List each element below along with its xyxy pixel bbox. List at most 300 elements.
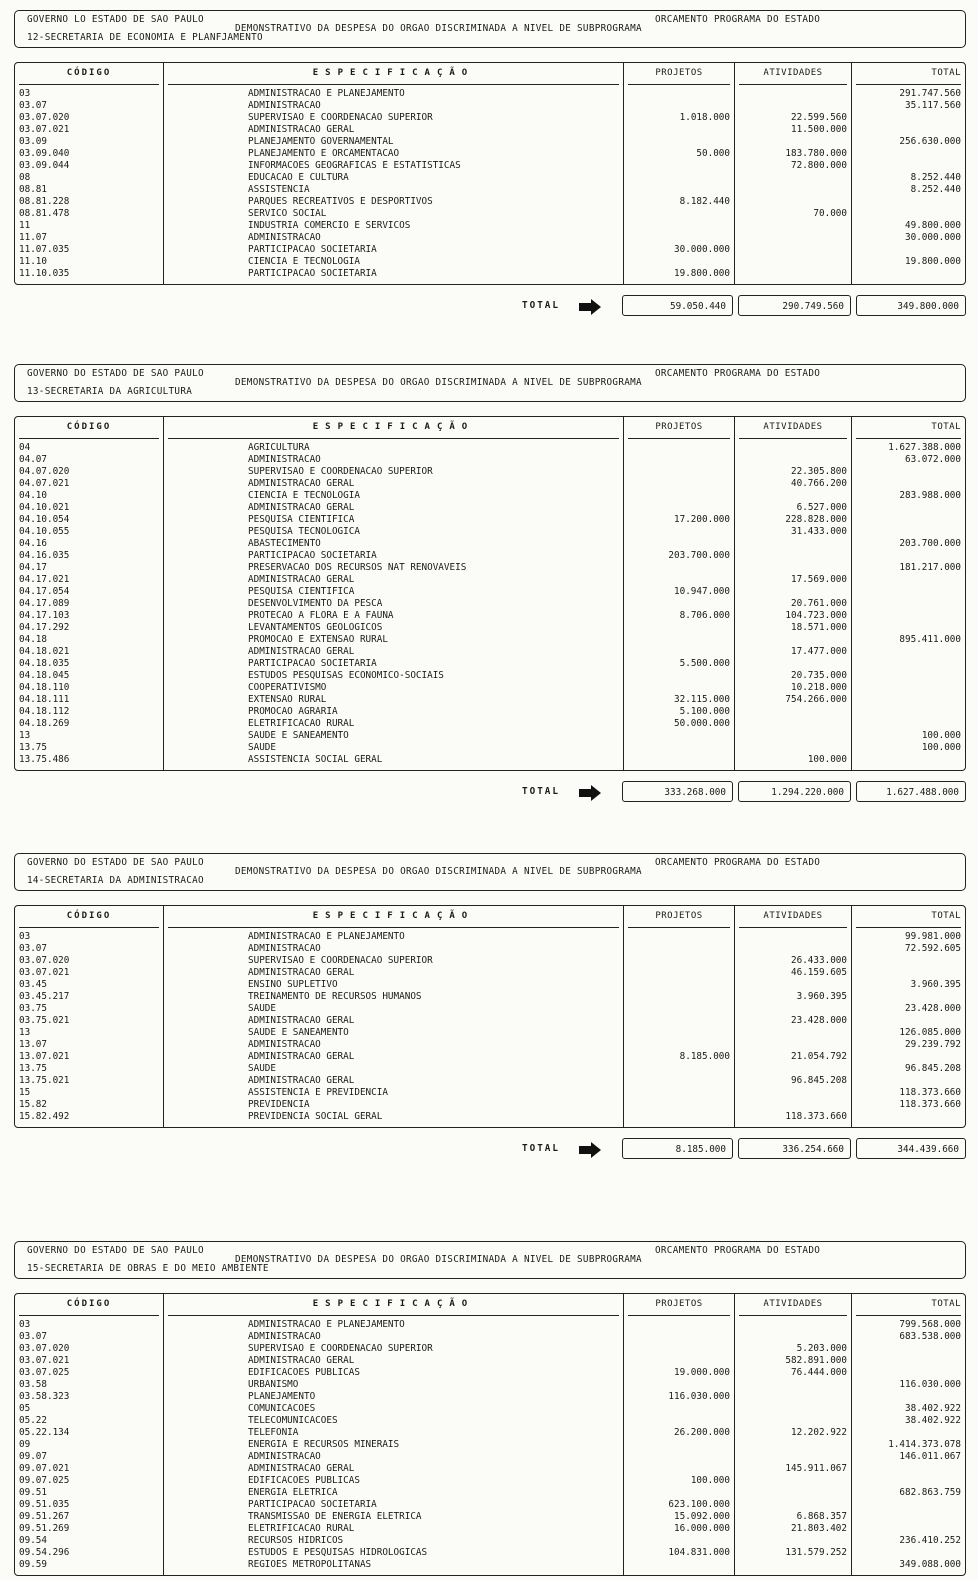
table-cell: 63.072.000: [905, 454, 961, 465]
column-body: [856, 928, 961, 1127]
table-cell: [628, 502, 730, 514]
column-header-atividades: ATIVIDADES: [739, 417, 847, 439]
table-cell: COMUNICACOES: [248, 1403, 316, 1414]
table-cell: PESQUISA CIENTIFICA: [248, 586, 355, 597]
table-cell: [628, 931, 730, 943]
table-cell: ASSISTENCIA SOCIAL GERAL: [248, 754, 383, 765]
table-cell: ADMINISTRACAO E PLANEJAMENTO: [248, 88, 405, 99]
table-cell: 6.527.000: [796, 502, 847, 513]
budget-program-title: ORCAMENTO PROGRAMA DO ESTADO: [655, 368, 821, 379]
table-cell: [739, 586, 847, 598]
total-value: 8.185.000: [622, 1138, 733, 1159]
secretariat-name: 15-SECRETARIA DE OBRAS E DO MEIO AMBIENTE: [27, 1263, 269, 1274]
table-cell: [628, 1099, 730, 1111]
table-cell: SAUDE: [248, 1063, 276, 1074]
table-cell: 03: [19, 931, 31, 942]
secretariat-name: 13-SECRETARIA DA AGRICULTURA: [27, 386, 193, 397]
table-cell: 116.030.000: [899, 1379, 961, 1390]
table-cell: ADMINISTRACAO GERAL: [248, 1051, 355, 1062]
table-column-projetos: [623, 906, 734, 1127]
table-cell: 04.10.054: [19, 514, 70, 525]
table-cell: [856, 754, 961, 766]
table-cell: PROMOCAO E EXTENSAO RURAL: [248, 634, 388, 645]
table-cell: 03.75.021: [19, 1015, 70, 1026]
table-cell: [628, 490, 730, 502]
table-cell: ADMINISTRACAO GERAL: [248, 478, 355, 489]
column-body: [19, 85, 159, 284]
report-description: DEMONSTRATIVO DA DESPESA DO ORGAO DISCRIMINADA A NIVEL DE SUBPROGRAMA: [235, 23, 642, 34]
table-column-atividades: [734, 417, 851, 770]
table-cell: [739, 442, 847, 454]
table-cell: [628, 634, 730, 646]
table-cell: PROMOCAO AGRARIA: [248, 706, 338, 717]
table-cell: [739, 562, 847, 574]
table-cell: [739, 100, 847, 112]
table-cell: ASSISTENCIA E PREVIDENCIA: [248, 1087, 388, 1098]
table-cell: [628, 1075, 730, 1087]
table-cell: ADMINISTRACAO: [248, 1039, 321, 1050]
table-cell: [628, 1415, 730, 1427]
table-cell: 13: [19, 730, 31, 741]
table-cell: 11.10.035: [19, 268, 70, 279]
table-cell: 104.831.000: [668, 1547, 730, 1558]
table-cell: ADMINISTRACAO GERAL: [248, 1075, 355, 1086]
table-cell: 08.81: [19, 184, 47, 195]
table-cell: 04.17.054: [19, 586, 70, 597]
table-cell: 13.07.021: [19, 1051, 70, 1062]
budget-program-title: ORCAMENTO PROGRAMA DO ESTADO: [655, 857, 821, 868]
table-cell: [739, 1331, 847, 1343]
table-cell: 19.000.000: [674, 1367, 730, 1378]
table-cell: TELECOMUNICACOES: [248, 1415, 338, 1426]
table-cell: [856, 670, 961, 682]
table-cell: 03.07.021: [19, 967, 70, 978]
table-cell: [856, 1051, 961, 1063]
table-cell: 08: [19, 172, 31, 183]
table-cell: [856, 1475, 961, 1487]
table-cell: 70.000: [813, 208, 847, 219]
table-cell: [856, 718, 961, 730]
table-cell: 6.868.357: [796, 1511, 847, 1522]
table-cell: 256.630.000: [899, 136, 961, 147]
budget-table: [14, 1293, 966, 1576]
table-cell: AGRICULTURA: [248, 442, 310, 453]
table-cell: 03.75: [19, 1003, 47, 1014]
table-cell: PREVIDENCIA SOCIAL GERAL: [248, 1111, 383, 1122]
table-cell: [856, 502, 961, 514]
table-cell: 23.428.000: [791, 1015, 847, 1026]
table-cell: [628, 1087, 730, 1099]
report-description: DEMONSTRATIVO DA DESPESA DO ORGAO DISCRIMINADA A NIVEL DE SUBPROGRAMA: [235, 1254, 642, 1265]
table-cell: [856, 244, 961, 256]
table-cell: [628, 124, 730, 136]
table-cell: [628, 1027, 730, 1039]
table-cell: [739, 88, 847, 100]
table-cell: [856, 1463, 961, 1475]
table-cell: [856, 1367, 961, 1379]
table-cell: [628, 1343, 730, 1355]
table-cell: 203.700.000: [899, 538, 961, 549]
total-row: [14, 781, 966, 803]
table-cell: [628, 562, 730, 574]
table-cell: [628, 208, 730, 220]
table-cell: 04.18.035: [19, 658, 70, 669]
table-cell: [856, 160, 961, 172]
table-cell: [628, 730, 730, 742]
table-cell: 116.030.000: [668, 1391, 730, 1402]
table-cell: [739, 931, 847, 943]
table-column-especificacao: [163, 417, 623, 770]
total-value: 59.050.440: [622, 295, 733, 316]
table-cell: CIENCIA E TECNOLOGIA: [248, 256, 360, 267]
column-body: [739, 928, 847, 1127]
table-cell: 05.22.134: [19, 1427, 70, 1438]
table-cell: 04.10.021: [19, 502, 70, 513]
table-cell: EDIFICACOES PUBLICAS: [248, 1367, 360, 1378]
column-header-codigo: CÓDIGO: [19, 906, 159, 928]
table-cell: [739, 172, 847, 184]
table-cell: 181.217.000: [899, 562, 961, 573]
table-cell: SAUDE E SANEAMENTO: [248, 730, 349, 741]
table-cell: [856, 1075, 961, 1087]
table-cell: 04.17.021: [19, 574, 70, 585]
table-cell: 09.51.035: [19, 1499, 70, 1510]
table-cell: [739, 1003, 847, 1015]
table-cell: 09.51.269: [19, 1523, 70, 1534]
column-header-total: TOTAL: [856, 1294, 961, 1316]
table-cell: [856, 706, 961, 718]
table-cell: [628, 991, 730, 1003]
table-cell: [628, 184, 730, 196]
table-cell: [628, 1355, 730, 1367]
table-cell: ADMINISTRACAO GERAL: [248, 646, 355, 657]
table-cell: 16.000.000: [674, 1523, 730, 1534]
table-column-projetos: [623, 1294, 734, 1575]
table-cell: [628, 598, 730, 610]
table-cell: 08.81.478: [19, 208, 70, 219]
column-header-projetos: PROJETOS: [628, 906, 730, 928]
table-cell: 05: [19, 1403, 31, 1414]
budget-section-12: [14, 10, 966, 317]
table-cell: ELETRIFICACAO RURAL: [248, 1523, 355, 1534]
table-cell: [739, 730, 847, 742]
table-cell: 72.800.000: [791, 160, 847, 171]
table-cell: 15: [19, 1087, 31, 1098]
column-body: [168, 439, 619, 770]
table-cell: [628, 538, 730, 550]
table-cell: 04.18.045: [19, 670, 70, 681]
table-cell: 04.10: [19, 490, 47, 501]
table-cell: [856, 550, 961, 562]
table-cell: 30.000.000: [905, 232, 961, 243]
table-cell: ELETRIFICACAO RURAL: [248, 718, 355, 729]
table-cell: [628, 574, 730, 586]
table-cell: 04: [19, 442, 31, 453]
table-cell: 118.373.660: [899, 1087, 961, 1098]
report-description: DEMONSTRATIVO DA DESPESA DO ORGAO DISCRIMINADA A NIVEL DE SUBPROGRAMA: [235, 866, 642, 877]
table-cell: [739, 1087, 847, 1099]
table-cell: 50.000: [696, 148, 730, 159]
table-cell: 22.305.800: [791, 466, 847, 477]
report-description: DEMONSTRATIVO DA DESPESA DO ORGAO DISCRIMINADA A NIVEL DE SUBPROGRAMA: [235, 377, 642, 388]
table-cell: [856, 268, 961, 280]
table-cell: [628, 742, 730, 754]
table-cell: ENERGIA ELETRICA: [248, 1487, 338, 1498]
table-cell: 04.07.021: [19, 478, 70, 489]
table-cell: [628, 1535, 730, 1547]
table-cell: [628, 466, 730, 478]
table-cell: 100.000: [807, 754, 847, 765]
table-cell: 09.51.267: [19, 1511, 70, 1522]
table-cell: [856, 610, 961, 622]
table-cell: SERVICO SOCIAL: [248, 208, 327, 219]
table-cell: 04.18.112: [19, 706, 70, 717]
table-cell: [628, 1111, 730, 1123]
table-cell: [856, 1499, 961, 1511]
table-cell: 19.800.000: [674, 268, 730, 279]
total-value: 336.254.660: [738, 1138, 851, 1159]
budget-section-13: [14, 364, 966, 803]
table-cell: [628, 622, 730, 634]
table-cell: ADMINISTRACAO: [248, 1331, 321, 1342]
table-cell: 32.115.000: [674, 694, 730, 705]
table-cell: [628, 454, 730, 466]
table-cell: REGIOES METROPOLITANAS: [248, 1559, 372, 1570]
table-cell: 03.07: [19, 1331, 47, 1342]
table-cell: ADMINISTRACAO GERAL: [248, 1463, 355, 1474]
table-cell: [856, 1015, 961, 1027]
total-value: 344.439.660: [856, 1138, 966, 1159]
table-cell: PARTICIPACAO SOCIETARIA: [248, 244, 377, 255]
table-cell: PLANEJAMENTO E ORCAMENTACAO: [248, 148, 400, 159]
table-cell: 13.75.486: [19, 754, 70, 765]
table-cell: [739, 244, 847, 256]
table-cell: EDUCACAO E CULTURA: [248, 172, 349, 183]
table-cell: [856, 622, 961, 634]
column-body: [168, 1316, 619, 1575]
budget-section-15: [14, 1241, 966, 1576]
table-cell: [739, 943, 847, 955]
table-cell: 03.45.217: [19, 991, 70, 1002]
table-cell: [739, 1499, 847, 1511]
table-cell: [739, 1391, 847, 1403]
table-cell: ADMINISTRACAO GERAL: [248, 502, 355, 513]
table-cell: ASSISTENCIA: [248, 184, 310, 195]
table-cell: [628, 256, 730, 268]
table-cell: [739, 1403, 847, 1415]
table-cell: ADMINISTRACAO GERAL: [248, 967, 355, 978]
table-cell: 17.569.000: [791, 574, 847, 585]
table-column-atividades: [734, 1294, 851, 1575]
table-cell: 03.45: [19, 979, 47, 990]
table-cell: ENSINO SUPLETIVO: [248, 979, 338, 990]
table-cell: [628, 955, 730, 967]
table-cell: 1.627.388.000: [888, 442, 961, 453]
table-cell: [856, 196, 961, 208]
table-cell: 04.16: [19, 538, 47, 549]
table-cell: [739, 1027, 847, 1039]
table-cell: 04.18.110: [19, 682, 70, 693]
total-label: TOTAL: [522, 786, 560, 797]
budget-section-14: [14, 853, 966, 1160]
table-cell: ADMINISTRACAO: [248, 943, 321, 954]
table-cell: [628, 1063, 730, 1075]
table-cell: 22.599.560: [791, 112, 847, 123]
table-cell: TREINAMENTO DE RECURSOS HUMANOS: [248, 991, 422, 1002]
table-cell: [856, 478, 961, 490]
table-cell: ADMINISTRACAO GERAL: [248, 1355, 355, 1366]
table-cell: [856, 1511, 961, 1523]
table-cell: SAUDE: [248, 1003, 276, 1014]
column-header-especificacao: ESPECIFICAÇÃO: [168, 63, 619, 85]
table-cell: 13: [19, 1027, 31, 1038]
table-cell: 11.07.035: [19, 244, 70, 255]
table-cell: 18.571.000: [791, 622, 847, 633]
table-cell: 20.761.000: [791, 598, 847, 609]
table-cell: 11.10: [19, 256, 47, 267]
table-cell: 10.218.000: [791, 682, 847, 693]
table-cell: 13.07: [19, 1039, 47, 1050]
table-cell: 13.75.021: [19, 1075, 70, 1086]
table-cell: [739, 490, 847, 502]
table-cell: ENERGIA E RECURSOS MINERAIS: [248, 1439, 400, 1450]
table-cell: 23.428.000: [905, 1003, 961, 1014]
table-cell: 203.700.000: [668, 550, 730, 561]
table-cell: [856, 1355, 961, 1367]
secretariat-name: 14-SECRETARIA DA ADMINISTRACAO: [27, 875, 204, 886]
table-cell: ESTUDOS E PESQUISAS HIDROLOGICAS: [248, 1547, 428, 1558]
table-cell: ADMINISTRACAO: [248, 232, 321, 243]
table-cell: 623.100.000: [668, 1499, 730, 1510]
column-body: [628, 1316, 730, 1575]
table-cell: [628, 442, 730, 454]
table-cell: [856, 1547, 961, 1559]
column-body: [19, 439, 159, 770]
total-value: 1.294.220.000: [738, 781, 851, 802]
table-cell: [739, 268, 847, 280]
table-column-total: [851, 1294, 965, 1575]
table-cell: EDIFICACOES PUBLICAS: [248, 1475, 360, 1486]
table-cell: 96.845.208: [905, 1063, 961, 1074]
table-cell: 76.444.000: [791, 1367, 847, 1378]
table-column-codigo: [15, 63, 163, 284]
table-cell: 03.58: [19, 1379, 47, 1390]
table-cell: [739, 256, 847, 268]
table-cell: 03.07.020: [19, 955, 70, 966]
budget-table: [14, 905, 966, 1128]
table-cell: [856, 514, 961, 526]
table-cell: 04.18.021: [19, 646, 70, 657]
table-cell: ADMINISTRACAO GERAL: [248, 574, 355, 585]
table-cell: [856, 1427, 961, 1439]
table-cell: [628, 1463, 730, 1475]
table-cell: 11: [19, 220, 31, 231]
column-header-total: TOTAL: [856, 417, 961, 439]
table-cell: [739, 196, 847, 208]
table-cell: 15.092.000: [674, 1511, 730, 1522]
table-cell: PARTICIPACAO SOCIETARIA: [248, 550, 377, 561]
table-cell: 09.51: [19, 1487, 47, 1498]
secretariat-name: 12-SECRETARIA DE ECONOMIA E PLANFJAMENTO: [27, 32, 263, 43]
table-cell: INDUSTRIA COMERCIO E SERVICOS: [248, 220, 411, 231]
table-cell: PARTICIPACAO SOCIETARIA: [248, 268, 377, 279]
table-cell: LEVANTAMENTOS GEOLOGICOS: [248, 622, 383, 633]
table-cell: [856, 112, 961, 124]
column-body: [739, 439, 847, 770]
table-cell: [739, 1415, 847, 1427]
table-cell: [628, 1319, 730, 1331]
table-cell: 04.18.111: [19, 694, 70, 705]
table-cell: 8.706.000: [679, 610, 730, 621]
table-cell: [628, 88, 730, 100]
table-cell: [856, 955, 961, 967]
table-cell: [628, 172, 730, 184]
table-cell: [856, 646, 961, 658]
table-cell: 38.402.922: [905, 1415, 961, 1426]
table-cell: [628, 670, 730, 682]
table-column-codigo: [15, 417, 163, 770]
column-header-codigo: CÓDIGO: [19, 417, 159, 439]
table-cell: 72.592.605: [905, 943, 961, 954]
table-cell: [628, 1487, 730, 1499]
table-column-projetos: [623, 63, 734, 284]
table-cell: [856, 682, 961, 694]
table-cell: ADMINISTRACAO GERAL: [248, 1015, 355, 1026]
table-cell: 183.780.000: [785, 148, 847, 159]
table-column-atividades: [734, 63, 851, 284]
table-cell: [628, 1403, 730, 1415]
column-header-codigo: CÓDIGO: [19, 1294, 159, 1316]
government-title: GOVERNO DO ESTADO DE SAO PAULO: [27, 857, 204, 868]
column-body: [856, 85, 961, 284]
table-cell: 5.100.000: [679, 706, 730, 717]
table-cell: 21.054.792: [791, 1051, 847, 1062]
column-header-especificacao: ESPECIFICAÇÃO: [168, 906, 619, 928]
table-cell: 20.735.000: [791, 670, 847, 681]
budget-program-title: ORCAMENTO PROGRAMA DO ESTADO: [655, 1245, 821, 1256]
table-cell: [856, 148, 961, 160]
section-header: [14, 10, 966, 48]
table-cell: [628, 1451, 730, 1463]
table-cell: SUPERVISAO E COORDENACAO SUPERIOR: [248, 112, 433, 123]
table-cell: [628, 979, 730, 991]
table-cell: [628, 754, 730, 766]
table-cell: [739, 184, 847, 196]
table-column-total: [851, 417, 965, 770]
total-value: 333.268.000: [622, 781, 733, 802]
column-body: [739, 1316, 847, 1575]
table-cell: 236.410.252: [899, 1535, 961, 1546]
column-body: [628, 85, 730, 284]
table-cell: 03: [19, 88, 31, 99]
table-cell: 349.088.000: [899, 1559, 961, 1570]
table-cell: [739, 1475, 847, 1487]
budget-table: [14, 416, 966, 771]
table-cell: 15.82: [19, 1099, 47, 1110]
table-cell: 5.203.000: [796, 1343, 847, 1354]
total-value: 1.627.488.000: [856, 781, 966, 802]
table-cell: 146.011.067: [899, 1451, 961, 1462]
table-cell: 38.402.922: [905, 1403, 961, 1414]
table-cell: [739, 1319, 847, 1331]
table-cell: [856, 574, 961, 586]
table-column-especificacao: [163, 63, 623, 284]
table-cell: [739, 1063, 847, 1075]
table-cell: ADMINISTRACAO E PLANEJAMENTO: [248, 1319, 405, 1330]
table-cell: 03.07.021: [19, 124, 70, 135]
table-cell: 03.09.044: [19, 160, 70, 171]
table-cell: 03.07.021: [19, 1355, 70, 1366]
